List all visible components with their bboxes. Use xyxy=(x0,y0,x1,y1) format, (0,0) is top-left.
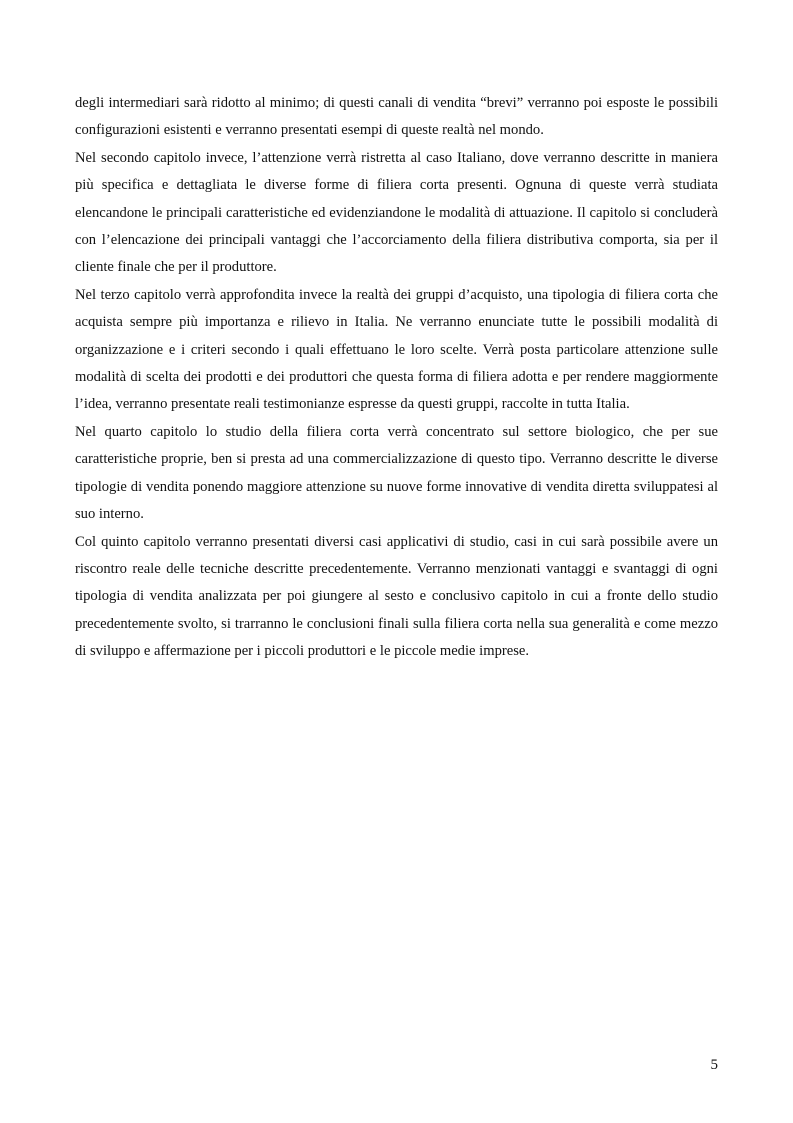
paragraph-chapter-three: Nel terzo capitolo verrà approfondita invece la realtà dei gruppi d’acquisto, una tipologia di filiera corta che acquista sempre più importanza e rilievo in Italia. Ne verranno enunciate tutte le possibili modalità di organizzazione e i criteri secondo i quali effettuano le loro scelte. Verrà posta particolare attenzione sulle modalità di scelta dei prodotti e dei produttori che questa forma di filiera adotta e per rendere maggiormente l’idea, verranno presentate reali testimonianze espresse da questi gruppi, raccolte in tutta Italia. xyxy=(75,286,718,413)
paragraph-chapter-five-six: Col quinto capitolo verranno presentati diversi casi applicativi di studio, casi in cui sarà possibile avere un riscontro reale delle tecniche descritte precedentemente. Verranno menzionati vantaggi e svantaggi di ogni tipologia di vendita analizzata per poi giungere al sesto e conclusivo capitolo in cui a fronte dello studio precedentemente svolto, si trarranno le conclusioni finali sulla filiera corta nella sua generalità e come mezzo di sviluppo e affermazione per i piccoli produttori e le piccole medie imprese. xyxy=(75,533,718,660)
body-text xyxy=(75,90,718,666)
paragraph-intro-continuation: degli intermediari sarà ridotto al minimo; di questi canali di vendita “brevi” verranno poi esposte le possibili configurazioni esistenti e verranno presentati esempi di queste realtà nel mondo. xyxy=(75,95,718,139)
paragraph-chapter-two: Nel secondo capitolo invece, l’attenzione verrà ristretta al caso Italiano, dove verranno descritte in maniera più specifica e dettagliata le diverse forme di filiera corta presenti. Ognuna di queste verrà studiata elencandone le principali caratteristiche ed evidenziandone le modalità di attuazione. Il capitolo si concluderà con l’elencazione dei principali vantaggi che l’accorciamento della filiera distributiva comporta, sia per il cliente finale che per il produttore. xyxy=(75,149,718,276)
paragraph-chapter-four: Nel quarto capitolo lo studio della filiera corta verrà concentrato sul settore biologico, che per sue caratteristiche proprie, ben si presta ad una commercializzazione di questo tipo. Verranno descritte le diverse tipologie di vendita ponendo maggiore attenzione su nuove forme innovative di vendita diretta sviluppatesi al suo interno. xyxy=(75,423,718,523)
page-number: 5 xyxy=(710,1057,718,1073)
